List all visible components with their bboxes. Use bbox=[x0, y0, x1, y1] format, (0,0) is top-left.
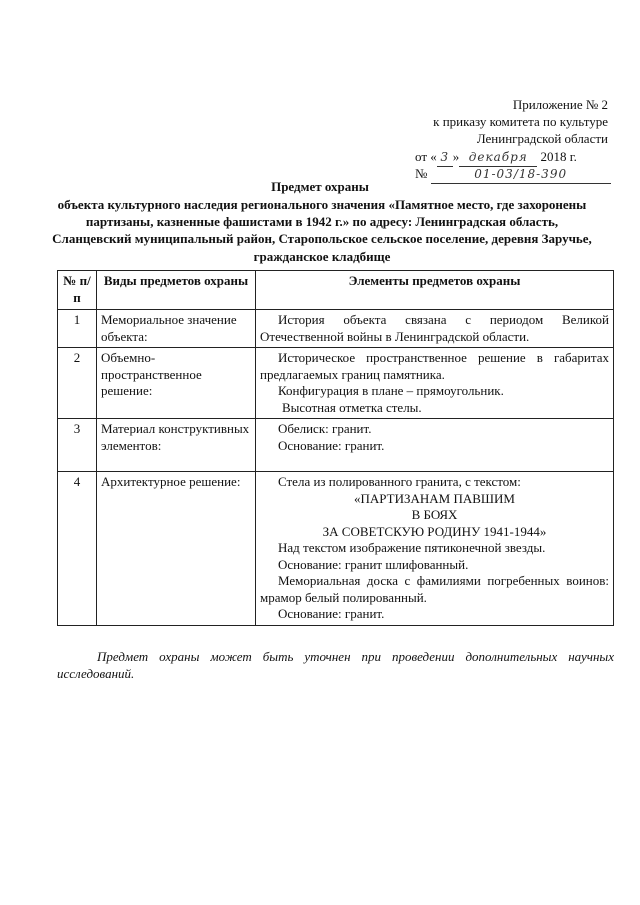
order-number-value: 01-03/18-390 bbox=[431, 166, 611, 184]
table-row bbox=[58, 472, 614, 626]
table-row bbox=[58, 310, 614, 348]
date-year: 2018 г. bbox=[540, 149, 577, 164]
table-row bbox=[58, 419, 614, 472]
appendix-region: Ленинградской области bbox=[476, 131, 608, 146]
document-title: Предмет охраны bbox=[271, 179, 369, 194]
inscription-line: ЗА СОВЕТСКУЮ РОДИНУ 1941-1944» bbox=[322, 523, 547, 539]
header-kind: Виды предметов охраны bbox=[97, 271, 256, 310]
appendix-header bbox=[368, 96, 608, 147]
inscription-line: В БОЯХ bbox=[411, 507, 458, 522]
row-kind: Материал конструктивных элементов: bbox=[97, 419, 256, 472]
date-day: 3 bbox=[437, 149, 453, 167]
appendix-number: Приложение № 2 bbox=[512, 97, 608, 112]
header-elements: Элементы предметов охраны bbox=[256, 271, 614, 310]
row-num: 4 bbox=[58, 472, 97, 626]
row-elements: История объекта связана с периодом Великой Отечественной войны в Ленинградской области. bbox=[256, 310, 614, 348]
row-elements: Историческое пространственное решение в габаритах предлагаемых границ памятника. Конфигурация в плане – прямоугольник. Высотная отметка стелы. bbox=[256, 348, 614, 419]
order-date: от « 3 » декабря 2018 г. bbox=[415, 148, 577, 167]
document-subtitle: объекта культурного наследия регионального значения «Памятное место, где захоронены партизаны, казненные фашистами в 1942 г.» по адресу: Ленинградская область, Сланцевский муниципальный район, Старопольское сельское поселение, деревня Заручье, гражданское кладбище bbox=[52, 197, 592, 264]
row-num: 3 bbox=[58, 419, 97, 472]
appendix-order-ref: к приказу комитета по культуре bbox=[433, 114, 608, 129]
date-month: декабря bbox=[459, 149, 537, 167]
row-kind: Архитектурное решение: bbox=[97, 472, 256, 626]
inscription-line: «ПАРТИЗАНАМ ПАВШИМ bbox=[354, 490, 515, 506]
table-row bbox=[58, 348, 614, 419]
protection-table bbox=[57, 270, 614, 626]
footnote: Предмет охраны может быть уточнен при проведении дополнительных научных исследований. bbox=[57, 649, 614, 681]
row-num: 1 bbox=[58, 310, 97, 348]
order-number: № 01-03/18-390 bbox=[415, 165, 611, 184]
row-elements: Обелиск: гранит. Основание: гранит. bbox=[256, 419, 614, 472]
row-kind: Объемно-пространственное решение: bbox=[97, 348, 256, 419]
header-num: № п/п bbox=[58, 271, 97, 310]
row-elements: Стела из полированного гранита, с текстом: «ПАРТИЗАНАМ ПАВШИМ В БОЯХ ЗА СОВЕТСКУЮ РОДИНУ 1941-1944» Над текстом изображение пятиконечной звезды. Основание: гранит шлифованный. Мемориальная доска с фамилиями погребенных воинов: мрамор белый полированный. Основание: гранит. bbox=[256, 472, 614, 626]
row-kind: Мемориальное значение объекта: bbox=[97, 310, 256, 348]
table-header-row bbox=[58, 271, 614, 310]
row-num: 2 bbox=[58, 348, 97, 419]
